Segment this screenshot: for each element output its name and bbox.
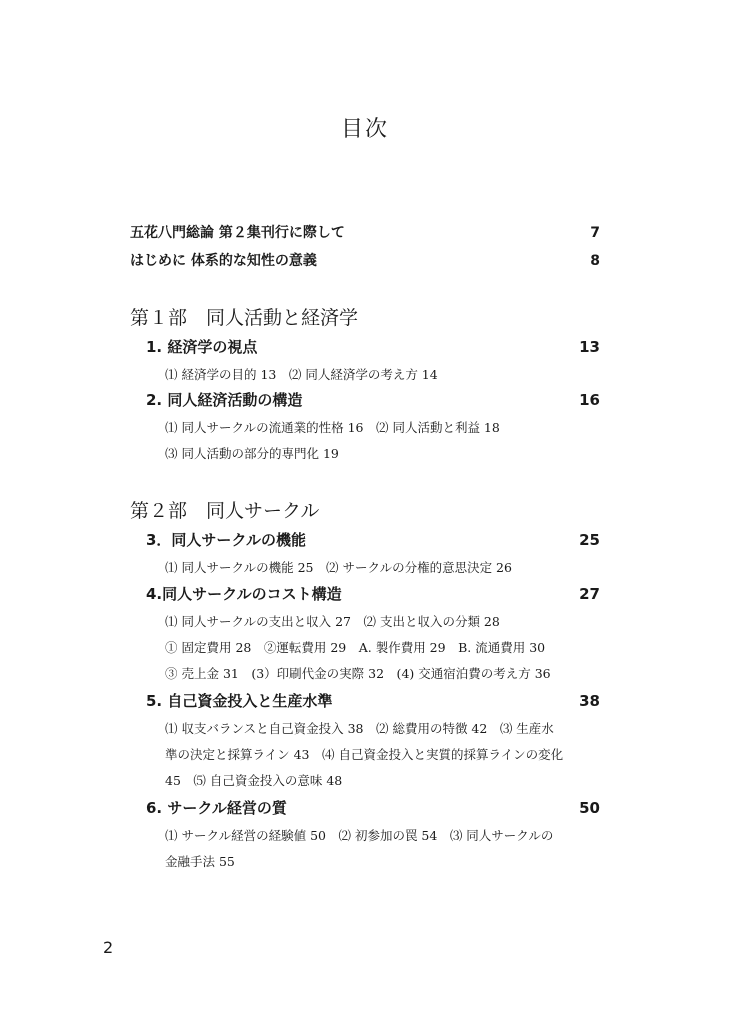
chapter-page: 25	[579, 531, 600, 549]
section-line: 準の決定と採算ライン 43 ⑷ 自己資金投入と実質的採算ラインの変化	[165, 747, 564, 762]
page-title: 目次	[340, 117, 389, 142]
part-heading: 第２部 同人サークル	[130, 500, 320, 522]
section-line: ① 固定費用 28 ②運転費用 29 A. 製作費用 29 B. 流通費用 30	[165, 640, 546, 655]
entry-label: 五花八門総論 第２集刊行に際して	[130, 225, 345, 241]
chapter-label: 2. 同人経済活動の構造	[146, 391, 303, 409]
front-matter-entry[interactable]	[130, 222, 600, 242]
chapter-entry[interactable]	[146, 336, 600, 357]
chapter-page: 13	[579, 338, 600, 356]
section-line: ⑴ 経済学の目的 13 ⑵ 同人経済学の考え方 14	[165, 367, 438, 382]
chapter-entry[interactable]	[146, 797, 600, 818]
chapter-entry[interactable]	[146, 583, 600, 604]
section-line: ⑴ サークル経営の経験値 50 ⑵ 初参加の罠 54 ⑶ 同人サークルの	[165, 828, 554, 843]
chapter-entry[interactable]	[146, 389, 600, 410]
front-matter-entry[interactable]	[130, 250, 600, 270]
page-number: 2	[103, 938, 114, 957]
chapter-label: 5. 自己資金投入と生産水準	[146, 692, 333, 710]
entry-label: はじめに 体系的な知性の意義	[130, 253, 317, 269]
section-line: ⑴ 同人サークルの機能 25 ⑵ サークルの分権的意思決定 26	[165, 560, 512, 575]
chapter-label: 1. 経済学の視点	[146, 338, 258, 356]
chapter-entry[interactable]	[146, 690, 600, 711]
section-line: ⑶ 同人活動の部分的専門化 19	[165, 446, 339, 461]
section-line: ⑴ 収支バランスと自己資金投入 38 ⑵ 総費用の特徴 42 ⑶ 生産水	[165, 721, 554, 736]
section-line: 金融手法 55	[165, 854, 235, 869]
section-line: ⑴ 同人サークルの流通業的性格 16 ⑵ 同人活動と利益 18	[165, 420, 500, 435]
part-heading: 第１部 同人活動と経済学	[130, 307, 359, 329]
chapter-page: 50	[579, 799, 600, 817]
chapter-page: 27	[579, 585, 600, 603]
chapter-label: 6. サークル経営の質	[146, 799, 287, 817]
section-line: 45 ⑸ 自己資金投入の意味 48	[165, 773, 343, 788]
section-line: ⑴ 同人サークルの支出と収入 27 ⑵ 支出と収入の分類 28	[165, 614, 500, 629]
section-line: ③ 売上金 31 (3）印刷代金の実際 32 (4) 交通宿泊費の考え方 36	[165, 666, 551, 681]
entry-page: 7	[590, 225, 600, 241]
chapter-label: 4.同人サークルのコスト構造	[146, 585, 342, 603]
chapter-page: 16	[579, 391, 600, 409]
chapter-entry[interactable]	[146, 529, 600, 550]
chapter-label: 3．同人サークルの機能	[146, 531, 306, 549]
entry-page: 8	[590, 253, 600, 269]
chapter-page: 38	[579, 692, 600, 710]
